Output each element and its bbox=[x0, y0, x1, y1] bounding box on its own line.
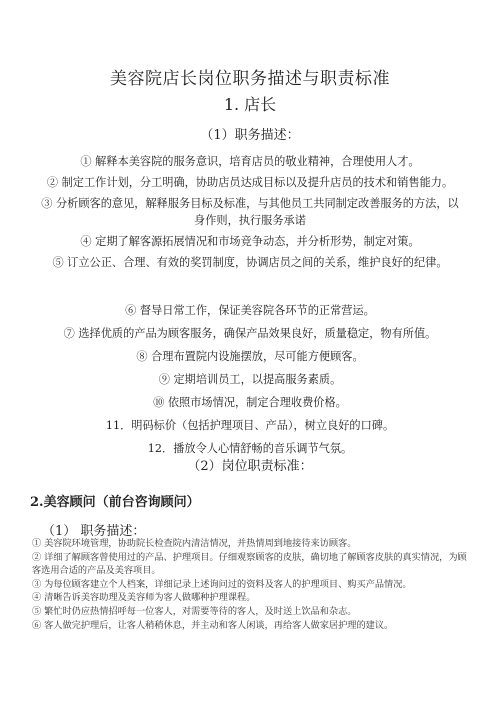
duty-list-c bbox=[32, 537, 472, 632]
list-item: ⑥ 客人做完护理后，让客人稍稍休息，并主动和客人闲谈，再给客人做家居护理的建议。 bbox=[32, 619, 394, 631]
list-item: ① 美容院环境管理，协助院长检查院内清洁情况，并热情周到地接待来访顾客。 bbox=[32, 538, 357, 549]
list-item: ② 制定工作计划，分工明确，协助店员达成目标以及提升店员的技术和销售能力。 bbox=[46, 176, 454, 189]
list-item: ① 解释本美容院的服务意识，培育店员的敬业精神，合理使用人才。 bbox=[80, 155, 420, 168]
document-title: 美容院店长岗位职务描述与职责标准 bbox=[110, 69, 390, 89]
list-item: ⑥ 督导日常工作，保证美容院各环节的正常营运。 bbox=[125, 304, 375, 317]
list-item: ⑨ 定期培训员工，以提高服务素质。 bbox=[158, 373, 342, 386]
list-item: ⑦ 选择优质的产品为顾客服务，确保产品效果良好，质量稳定，物有所值。 bbox=[63, 327, 437, 340]
list-item: ④ 清晰告诉美容助理及美容师为客人做哪种护理课程。 bbox=[32, 592, 256, 604]
list-item: ④ 定期了解客源拓展情况和市场竞争动态，并分析形势，制定对策。 bbox=[80, 235, 420, 248]
list-item: ⑤ 繁忙时仍应热情招呼每一位客人，对需要等待的客人，及时送上饮品和杂志。 bbox=[32, 605, 357, 617]
subheading-job-description: （1）职务描述： bbox=[200, 128, 300, 143]
section-heading-beauty-consultant: 2.美容顾问（前台咨询顾问） bbox=[30, 495, 200, 510]
list-item: ③ 分析顾客的意见，解释服务目标及标准，与其他员工共同制定改善服务的方法，以身作则，执行服务承诺 bbox=[41, 197, 459, 227]
list-item: 11．明码标价（包括护理项目、产品），树立良好的口碑。 bbox=[105, 419, 395, 432]
subheading-responsibility-standard: （2）岗位职责标准： bbox=[187, 459, 313, 474]
section-heading-store-manager: 1. 店长 bbox=[223, 95, 277, 114]
duty-list-b bbox=[38, 302, 462, 463]
list-item: ② 详细了解顾客曾使用过的产品、护理项目。仔细观察顾客的皮肤，确切地了解顾客皮肤的真实情况，为顾客选用合适的产品及美容项目。 bbox=[32, 551, 467, 577]
list-item: 12．播放令人心情舒畅的音乐调节气氛。 bbox=[147, 442, 353, 455]
list-item: ⑧ 合理布置院内设施摆放，尽可能方便顾客。 bbox=[136, 350, 364, 363]
list-item: ⑤ 订立公正、合理、有效的奖罚制度，协调店员之间的关系，维护良好的纪律。 bbox=[52, 256, 448, 269]
list-item: ⑩ 依照市场情况，制定合理收费价格。 bbox=[153, 396, 347, 409]
duty-list-a bbox=[38, 153, 462, 275]
subheading-job-description-2: （1） 职务描述： bbox=[42, 524, 146, 539]
list-item: ③ 为每位顾客建立个人档案，详细记录上述询问过的资料及客人的护理项目、购买产品情况。 bbox=[32, 578, 412, 590]
